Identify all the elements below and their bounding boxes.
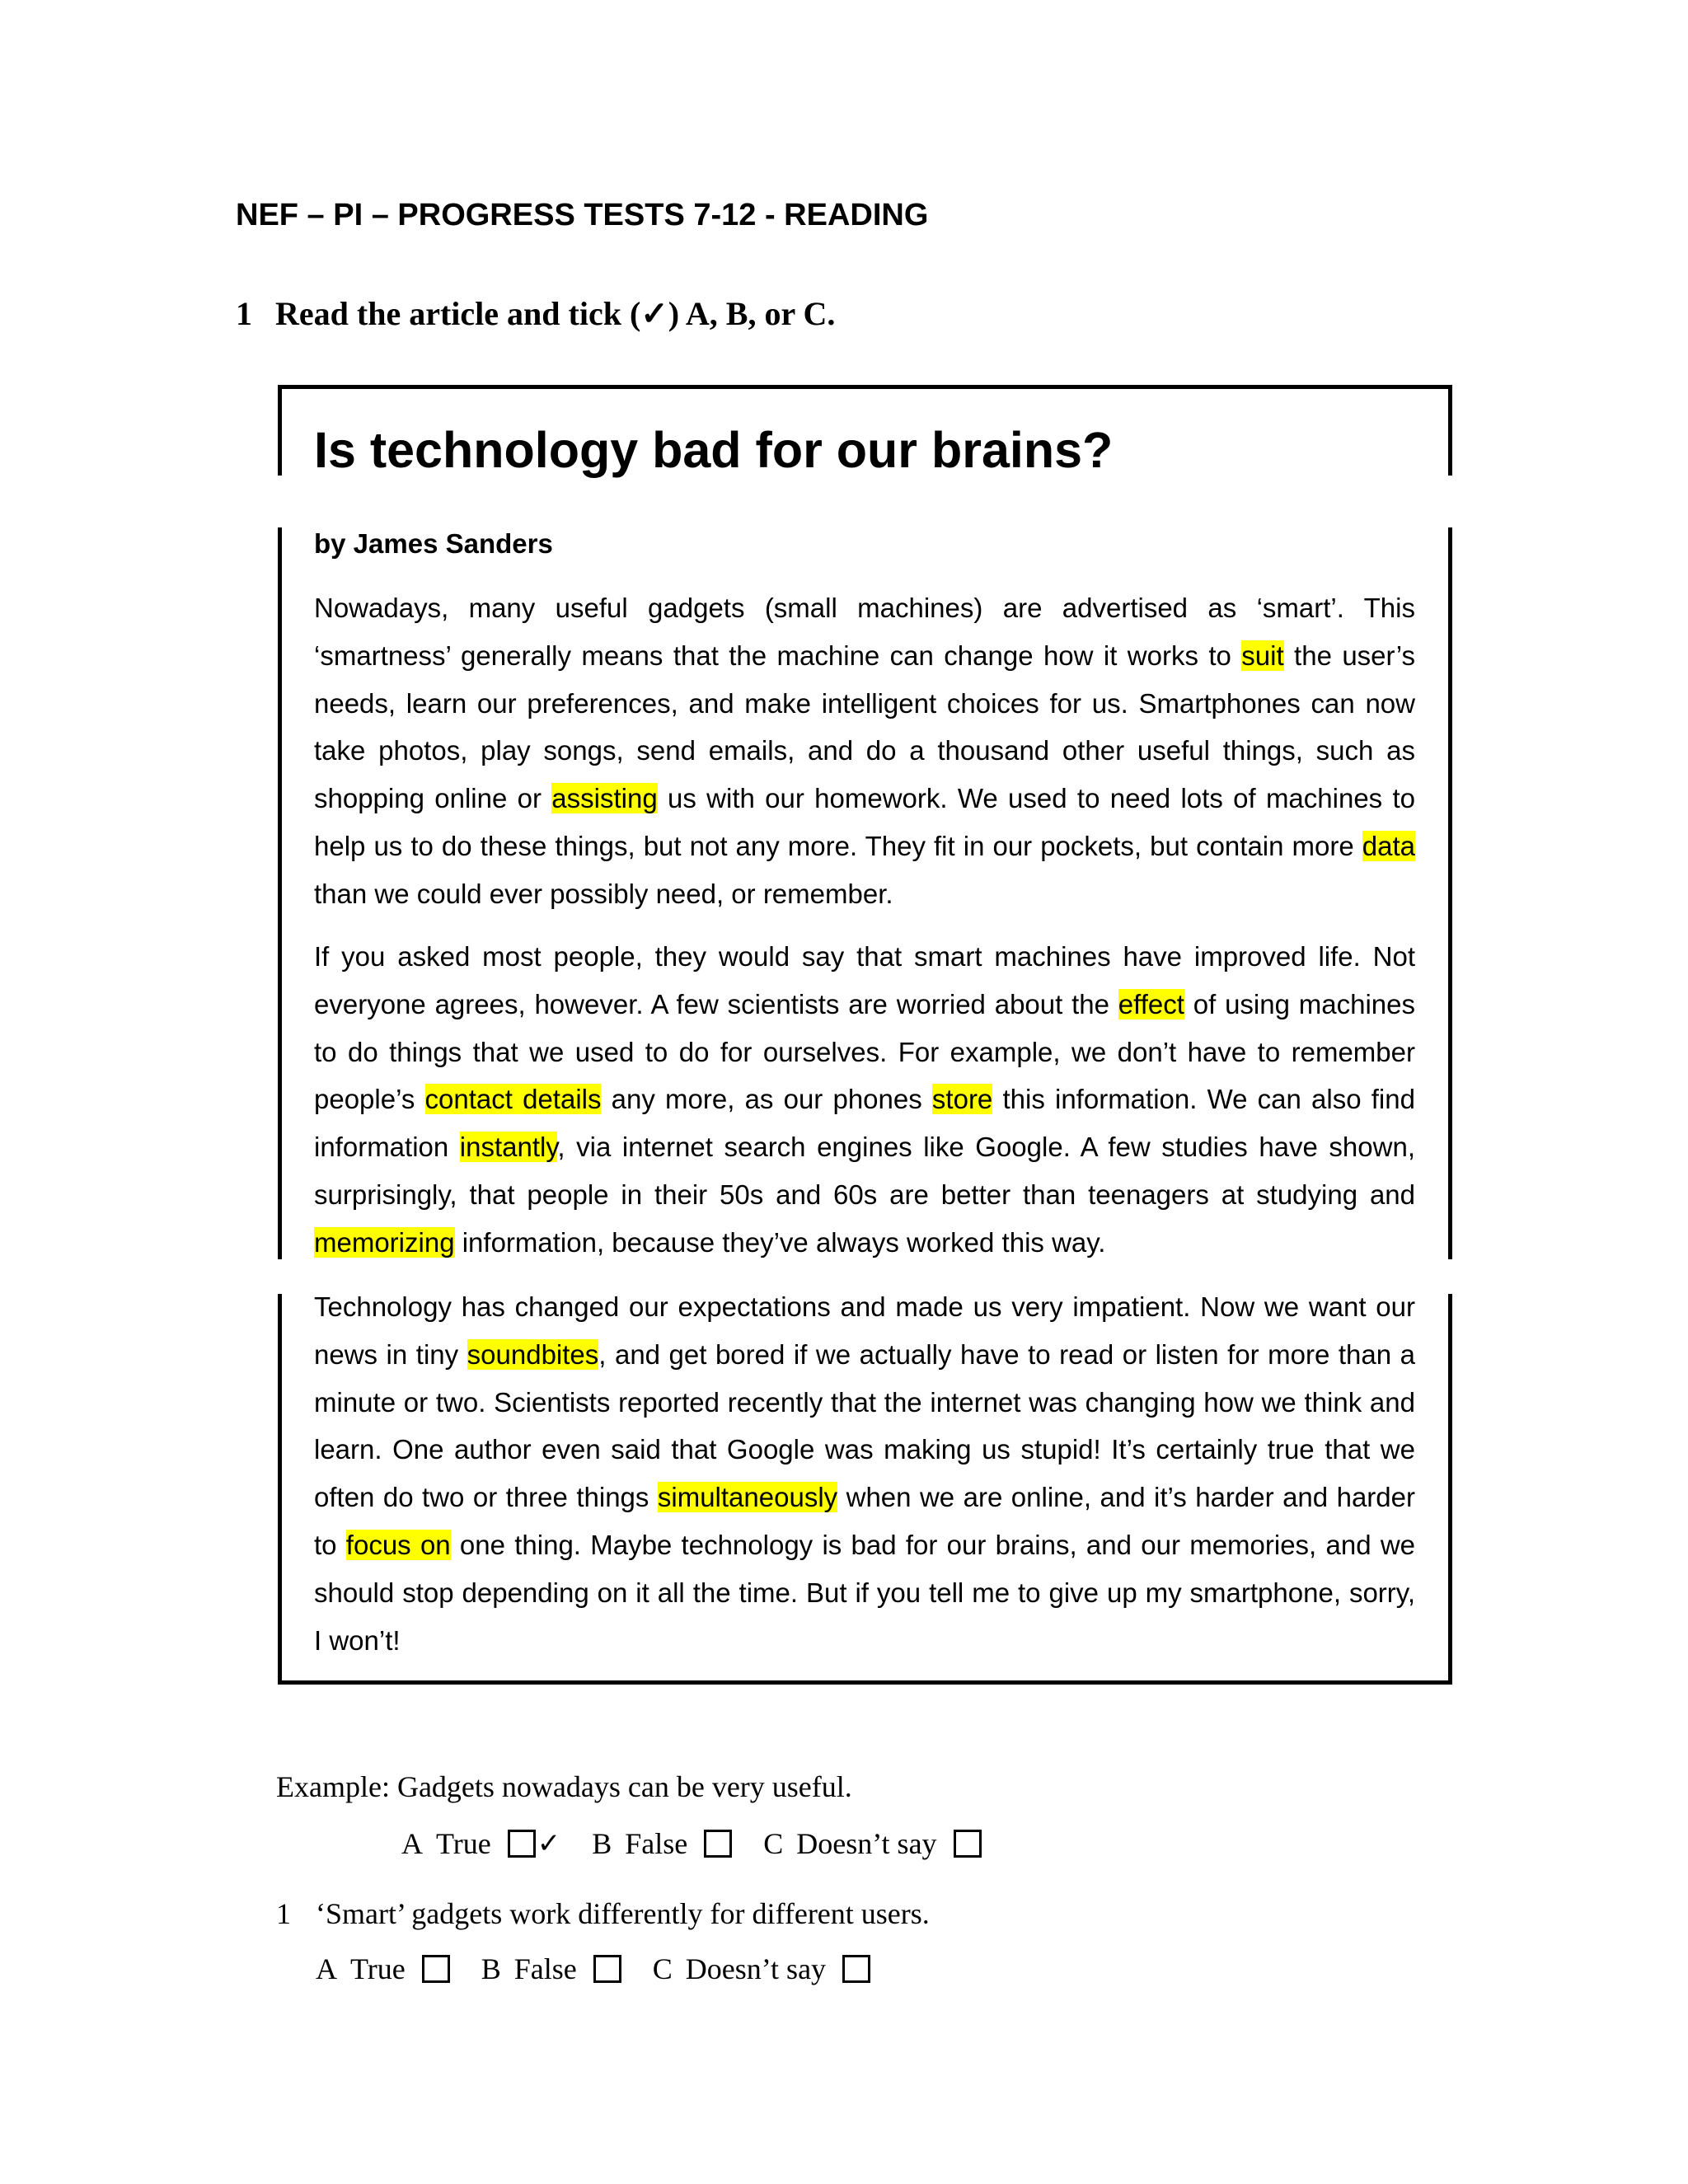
article-box-right-border-1 [1448, 385, 1452, 476]
paragraph-text: If you asked most people, they would say that smart machines have improved life. Not everyone agrees, however. A few scientists are worried about the [314, 941, 1415, 1019]
question-1-option-b [481, 1951, 621, 1987]
option-letter: C [763, 1827, 784, 1860]
exercise-instruction [236, 293, 835, 335]
article-box-left-border-2 [278, 527, 282, 1259]
paragraph-text: Nowadays, many useful gadgets (small machines) are advertised as ‘smart’. This ‘smartness’ generally means that the machine can change how it works to [314, 593, 1415, 671]
paragraph-text: this information. We can also find information [314, 1084, 1415, 1163]
highlighted-word: effect [1118, 988, 1184, 1019]
example-option-b-checkbox[interactable] [704, 1830, 732, 1858]
paragraph-text: than we could ever possibly need, or remember. [314, 878, 893, 909]
article-paragraph-2 [314, 933, 1415, 1267]
highlighted-word: store [931, 1084, 993, 1115]
exercise-instruction-text: Read the article and tick (✓) A, B, or C. [275, 295, 836, 332]
article-box-bottom-border [278, 1680, 1452, 1685]
question-1-option-a-checkbox[interactable] [422, 1955, 450, 1983]
option-letter: C [652, 1952, 673, 1985]
worksheet-header: NEF – PI – PROGRESS TESTS 7-12 - READING [236, 198, 929, 232]
example-option-b [592, 1825, 732, 1862]
question-1-option-c-checkbox[interactable] [842, 1955, 870, 1983]
paragraph-text: us with our homework. We used to need lots of machines to help us to do these things, but not any more. They fit in our pockets, but contain more [314, 783, 1416, 861]
example-options [401, 1825, 1013, 1862]
question-text: ‘Smart’ gadgets work differently for different users. [316, 1897, 930, 1930]
article-box-left-border-3 [278, 1294, 282, 1685]
paragraph-text: of using machines to do things that we used to do for ourselves. For example, we don’t have to remember people’s [314, 988, 1415, 1115]
article-title: Is technology bad for our brains? [314, 422, 1114, 478]
paragraph-text: , via internet search engines like Google. A few studies have shown, surprisingly, that people in their 50s and 60s are better than teenagers at studying and [314, 1132, 1415, 1210]
article-box-right-border-3 [1448, 1294, 1452, 1685]
article-box-left-border-1 [278, 385, 282, 476]
paragraph-text: one thing. Maybe technology is bad for our brains, and our memories, and we should stop depending on it all the time. But if you tell me to give up my smartphone, sorry, I won’t! [314, 1529, 1416, 1656]
paragraph-text: when we are online, and it’s harder and harder to [314, 1482, 1415, 1560]
highlighted-word: instantly [459, 1132, 558, 1163]
article-paragraph-3 [314, 1283, 1415, 1664]
question-1-option-a [316, 1951, 450, 1987]
example-option-c-checkbox[interactable] [954, 1830, 982, 1858]
option-label: False [513, 1952, 577, 1985]
exercise-number: 1 [236, 295, 252, 332]
option-letter: A [401, 1827, 423, 1860]
question-number: 1 [276, 1897, 291, 1930]
article-box-top-border [278, 385, 1452, 389]
option-letter: B [592, 1827, 612, 1860]
option-label: True [436, 1827, 491, 1860]
article-box-right-border-2 [1448, 527, 1452, 1259]
option-label: Doesn’t say [796, 1827, 937, 1860]
paragraph-text: the user’s needs, learn our preferences, and make intelligent choices for us. Smartphones can now take photos, play songs, send emails, and do a thousand other useful things, such as shopping online or [314, 640, 1415, 814]
question-1-option-c [653, 1951, 870, 1987]
example-question: Example: Gadgets nowadays can be very useful. [276, 1770, 852, 1803]
option-letter: A [316, 1952, 337, 1985]
example-option-c [763, 1825, 981, 1862]
paragraph-text: information, because they’ve always worked this way. [454, 1226, 1106, 1258]
tick-mark: ✓ [537, 1827, 561, 1860]
example-option-a [401, 1825, 560, 1862]
paragraph-text: any more, as our phones [601, 1084, 932, 1115]
highlighted-word: contact details [424, 1084, 602, 1115]
highlighted-word: soundbites [467, 1338, 599, 1370]
paragraph-text: Technology has changed our expectations and made us very impatient. Now we want our news in tiny [314, 1291, 1415, 1370]
paragraph-text: , and get bored if we actually have to read or listen for more than a minute or two. Scientists reported recently that the internet was changing how we think and learn. One author even said that Google was making us stupid! It’s certainly true that we often do two or three things [314, 1338, 1415, 1513]
option-label: True [350, 1952, 406, 1985]
question-1-options [316, 1951, 902, 1987]
highlighted-word: memorizing [314, 1226, 455, 1258]
highlighted-word: assisting [551, 783, 658, 814]
option-label: Doesn’t say [685, 1952, 827, 1985]
article-byline: by James Sanders [314, 528, 553, 559]
highlighted-word: simultaneously [657, 1482, 838, 1513]
question-1-option-b-checkbox[interactable] [593, 1955, 621, 1983]
article-paragraph-1 [314, 584, 1415, 918]
option-label: False [625, 1827, 688, 1860]
option-letter: B [481, 1952, 501, 1985]
highlighted-word: focus on [345, 1529, 451, 1560]
question-1 [276, 1896, 930, 1932]
example-option-a-checkbox[interactable] [508, 1830, 536, 1858]
highlighted-word: suit [1241, 640, 1284, 671]
highlighted-word: data [1362, 830, 1415, 861]
